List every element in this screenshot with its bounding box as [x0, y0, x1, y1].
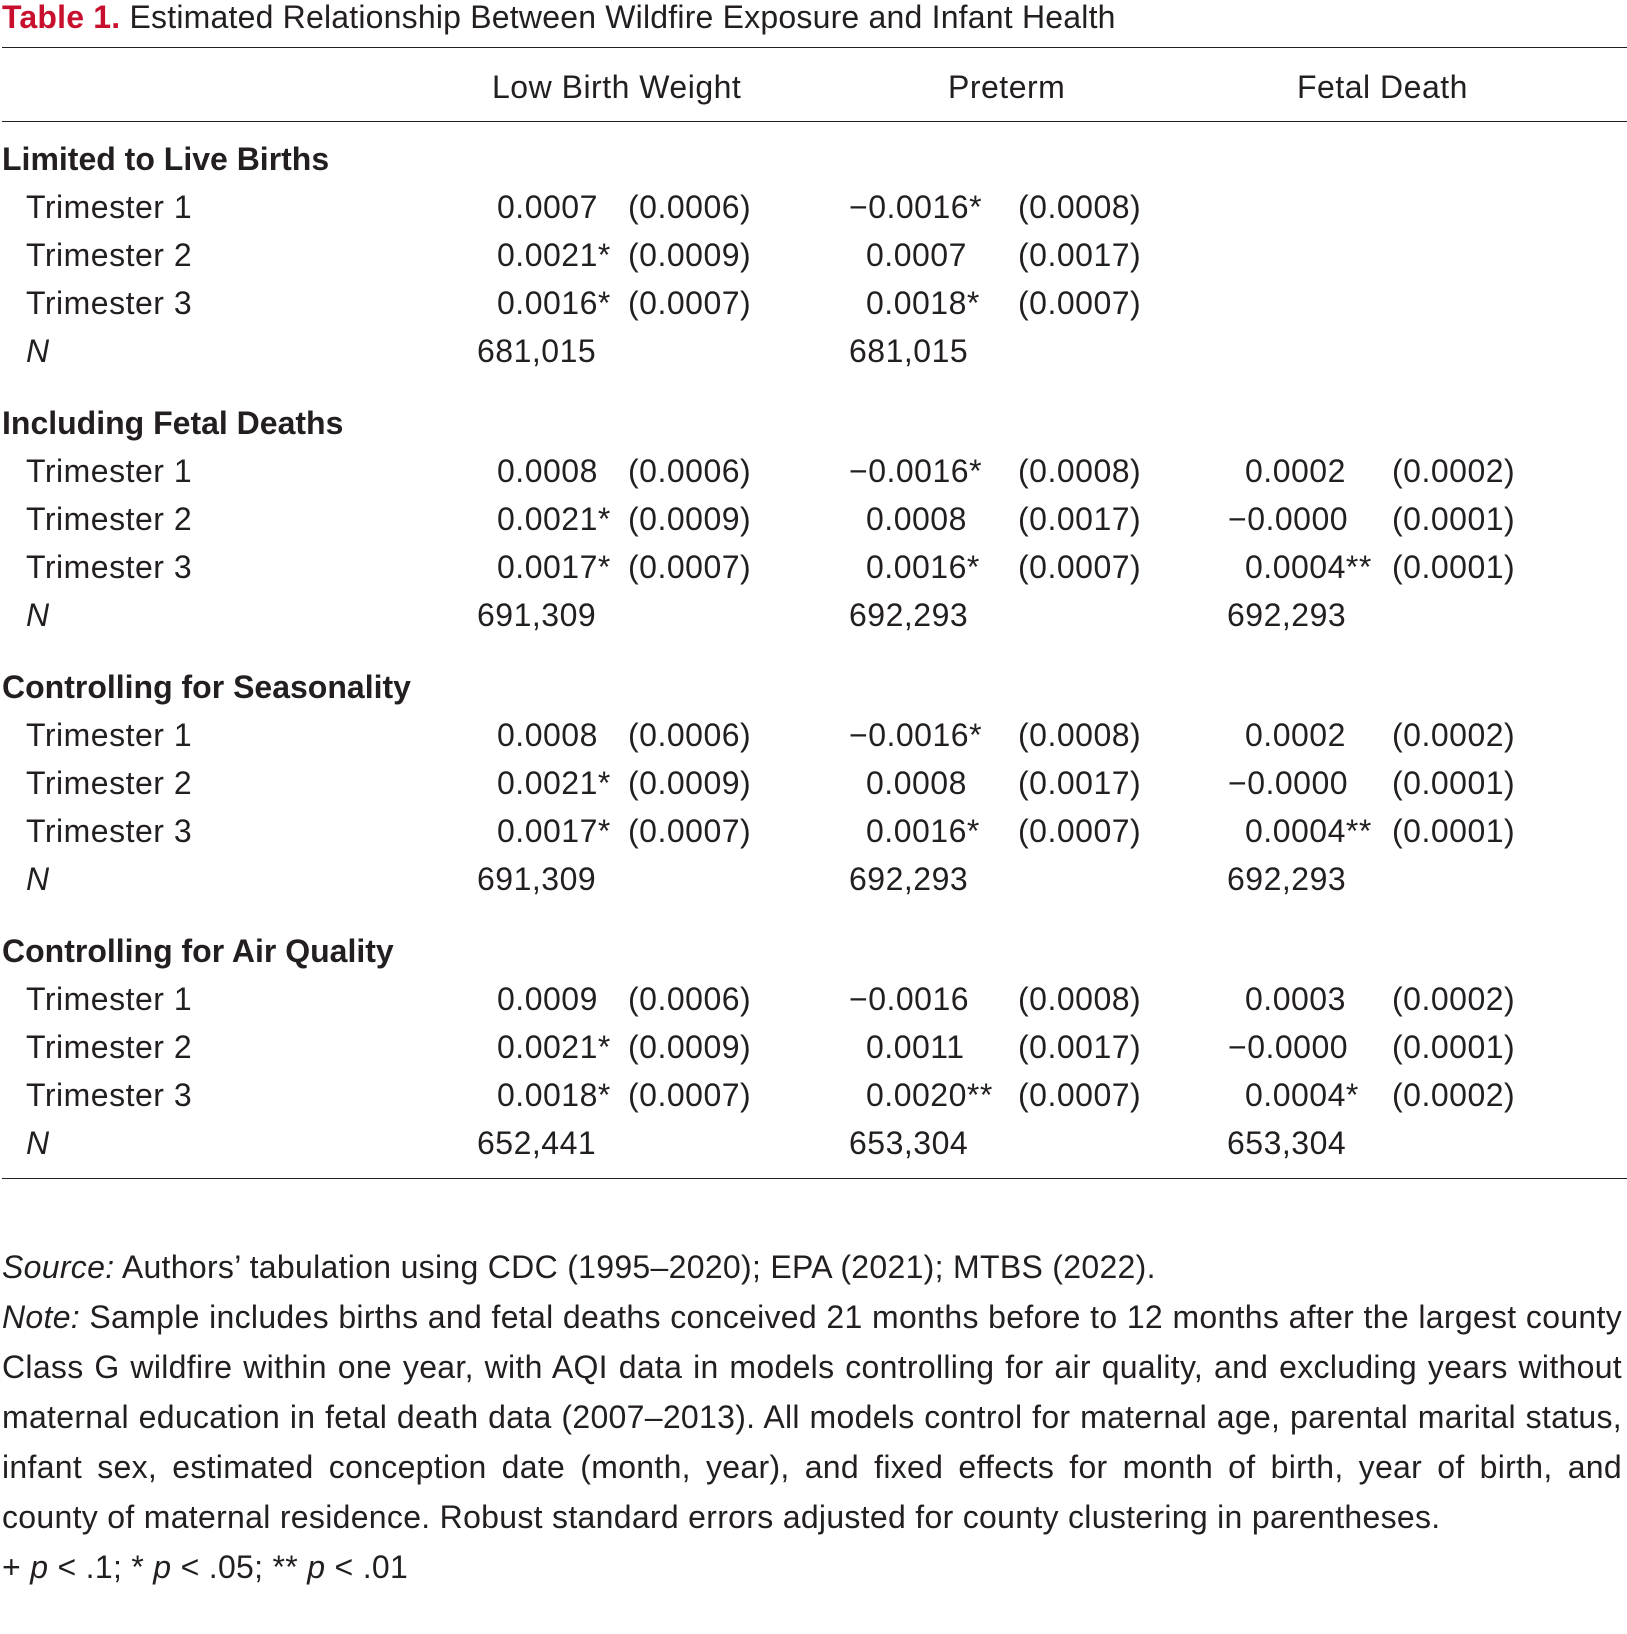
- column-header-preterm: Preterm: [948, 69, 1066, 105]
- sample-size-cell: 691,309: [477, 597, 597, 633]
- coefficient-cell: −0.0000: [1228, 765, 1349, 801]
- row-label: Trimester 2: [26, 1029, 193, 1065]
- n-label: N: [26, 333, 50, 369]
- coefficient-cell: 0.0021*: [497, 501, 611, 537]
- standard-error-cell: (0.0001): [1392, 1029, 1516, 1065]
- standard-error-cell: (0.0009): [628, 501, 752, 537]
- section-heading: Including Fetal Deaths: [2, 405, 344, 441]
- standard-error-cell: (0.0008): [1018, 189, 1142, 225]
- section-heading: Controlling for Air Quality: [2, 933, 394, 969]
- row-label: Trimester 1: [26, 189, 193, 225]
- section-heading: Controlling for Seasonality: [2, 669, 411, 705]
- table-notes: [2, 1242, 1622, 1592]
- coefficient-cell: −0.0000: [1228, 501, 1349, 537]
- row-label: Trimester 1: [26, 981, 193, 1017]
- column-header-fetal-death: Fetal Death: [1297, 69, 1468, 105]
- sample-size-cell: 692,293: [849, 861, 969, 897]
- source-text: Authors’ tabulation using CDC (1995–2020); EPA (2021); MTBS (2022).: [114, 1249, 1156, 1285]
- table-title: [2, 0, 1116, 34]
- coefficient-cell: 0.0016*: [497, 285, 611, 321]
- standard-error-cell: (0.0002): [1392, 981, 1516, 1017]
- standard-error-cell: (0.0008): [1018, 453, 1142, 489]
- sample-size-cell: 692,293: [1227, 861, 1347, 897]
- bottom-rule: [2, 1178, 1627, 1179]
- coefficient-cell: 0.0004**: [1245, 549, 1372, 585]
- sig-level-3: < .01: [325, 1549, 409, 1585]
- coefficient-cell: 0.0020**: [866, 1077, 993, 1113]
- standard-error-cell: (0.0001): [1392, 765, 1516, 801]
- coefficient-cell: −0.0016*: [849, 453, 983, 489]
- coefficient-cell: 0.0003: [1245, 981, 1346, 1017]
- general-note: [2, 1292, 1622, 1542]
- standard-error-cell: (0.0009): [628, 237, 752, 273]
- standard-error-cell: (0.0009): [628, 765, 752, 801]
- standard-error-cell: (0.0006): [628, 981, 752, 1017]
- table-number: Table 1.: [2, 0, 121, 35]
- row-label: Trimester 3: [26, 285, 193, 321]
- standard-error-cell: (0.0007): [628, 1077, 752, 1113]
- coefficient-cell: 0.0016*: [866, 549, 980, 585]
- significance-note: [2, 1542, 1622, 1592]
- row-label: Trimester 2: [26, 237, 193, 273]
- sig-plus: +: [2, 1549, 21, 1585]
- standard-error-cell: (0.0008): [1018, 981, 1142, 1017]
- sig-p: p: [153, 1549, 172, 1585]
- top-rule: [2, 47, 1627, 48]
- sig-level-2: < .05; **: [171, 1549, 308, 1585]
- coefficient-cell: 0.0018*: [866, 285, 980, 321]
- standard-error-cell: (0.0007): [628, 549, 752, 585]
- standard-error-cell: (0.0009): [628, 1029, 752, 1065]
- sample-size-cell: 653,304: [849, 1125, 969, 1161]
- coefficient-cell: 0.0021*: [497, 765, 611, 801]
- sample-size-cell: 681,015: [477, 333, 597, 369]
- coefficient-cell: −0.0000: [1228, 1029, 1349, 1065]
- standard-error-cell: (0.0017): [1018, 1029, 1142, 1065]
- standard-error-cell: (0.0008): [1018, 717, 1142, 753]
- coefficient-cell: 0.0021*: [497, 1029, 611, 1065]
- coefficient-cell: 0.0021*: [497, 237, 611, 273]
- standard-error-cell: (0.0007): [628, 813, 752, 849]
- coefficient-cell: −0.0016: [849, 981, 970, 1017]
- coefficient-cell: 0.0009: [497, 981, 598, 1017]
- sig-p: p: [30, 1549, 49, 1585]
- column-header-low-birth-weight: Low Birth Weight: [492, 69, 742, 105]
- sig-level-1: < .1; *: [48, 1549, 154, 1585]
- n-label: N: [26, 597, 50, 633]
- sample-size-cell: 652,441: [477, 1125, 597, 1161]
- row-label: Trimester 2: [26, 765, 193, 801]
- coefficient-cell: 0.0017*: [497, 549, 611, 585]
- coefficient-cell: 0.0004*: [1245, 1077, 1359, 1113]
- source-label: Source:: [2, 1249, 115, 1285]
- sample-size-cell: 681,015: [849, 333, 969, 369]
- standard-error-cell: (0.0007): [1018, 549, 1142, 585]
- coefficient-cell: 0.0017*: [497, 813, 611, 849]
- sample-size-cell: 691,309: [477, 861, 597, 897]
- standard-error-cell: (0.0007): [1018, 1077, 1142, 1113]
- sample-size-cell: 653,304: [1227, 1125, 1347, 1161]
- coefficient-cell: 0.0011: [866, 1029, 965, 1065]
- standard-error-cell: (0.0006): [628, 453, 752, 489]
- coefficient-cell: 0.0008: [866, 501, 967, 537]
- standard-error-cell: (0.0006): [628, 189, 752, 225]
- standard-error-cell: (0.0002): [1392, 453, 1516, 489]
- section-heading: Limited to Live Births: [2, 141, 330, 177]
- header-rule: [2, 121, 1627, 122]
- sample-size-cell: 692,293: [849, 597, 969, 633]
- coefficient-cell: 0.0008: [866, 765, 967, 801]
- standard-error-cell: (0.0007): [628, 285, 752, 321]
- coefficient-cell: 0.0008: [497, 453, 598, 489]
- sample-size-cell: 692,293: [1227, 597, 1347, 633]
- coefficient-cell: 0.0004**: [1245, 813, 1372, 849]
- coefficient-cell: 0.0018*: [497, 1077, 611, 1113]
- standard-error-cell: (0.0002): [1392, 1077, 1516, 1113]
- standard-error-cell: (0.0017): [1018, 237, 1142, 273]
- source-note: [2, 1242, 1622, 1292]
- coefficient-cell: 0.0007: [866, 237, 967, 273]
- standard-error-cell: (0.0007): [1018, 285, 1142, 321]
- coefficient-cell: 0.0002: [1245, 717, 1346, 753]
- standard-error-cell: (0.0001): [1392, 549, 1516, 585]
- n-label: N: [26, 861, 50, 897]
- sig-p: p: [307, 1549, 326, 1585]
- coefficient-cell: 0.0016*: [866, 813, 980, 849]
- row-label: Trimester 1: [26, 453, 193, 489]
- row-label: Trimester 2: [26, 501, 193, 537]
- row-label: Trimester 1: [26, 717, 193, 753]
- coefficient-cell: 0.0008: [497, 717, 598, 753]
- row-label: Trimester 3: [26, 1077, 193, 1113]
- note-text: Sample includes births and fetal deaths conceived 21 months before to 12 months after the largest county Class G wildfire within one year, with AQI data in models controlling for air quality, and excluding years without maternal education in fetal death data (2007–2013). All models control for maternal age, parental marital status, infant sex, estimated conception date (month, year), and fixed effects for month of birth, year of birth, and county of maternal residence. Robust standard errors adjusted for county clustering in parentheses.: [2, 1299, 1622, 1535]
- coefficient-cell: −0.0016*: [849, 717, 983, 753]
- coefficient-cell: −0.0016*: [849, 189, 983, 225]
- standard-error-cell: (0.0017): [1018, 765, 1142, 801]
- standard-error-cell: (0.0001): [1392, 501, 1516, 537]
- standard-error-cell: (0.0001): [1392, 813, 1516, 849]
- standard-error-cell: (0.0006): [628, 717, 752, 753]
- standard-error-cell: (0.0002): [1392, 717, 1516, 753]
- coefficient-cell: 0.0007: [497, 189, 598, 225]
- note-label: Note:: [2, 1299, 80, 1335]
- row-label: Trimester 3: [26, 813, 193, 849]
- standard-error-cell: (0.0017): [1018, 501, 1142, 537]
- n-label: N: [26, 1125, 50, 1161]
- standard-error-cell: (0.0007): [1018, 813, 1142, 849]
- row-label: Trimester 3: [26, 549, 193, 585]
- table-caption: Estimated Relationship Between Wildfire Exposure and Infant Health: [129, 0, 1116, 35]
- coefficient-cell: 0.0002: [1245, 453, 1346, 489]
